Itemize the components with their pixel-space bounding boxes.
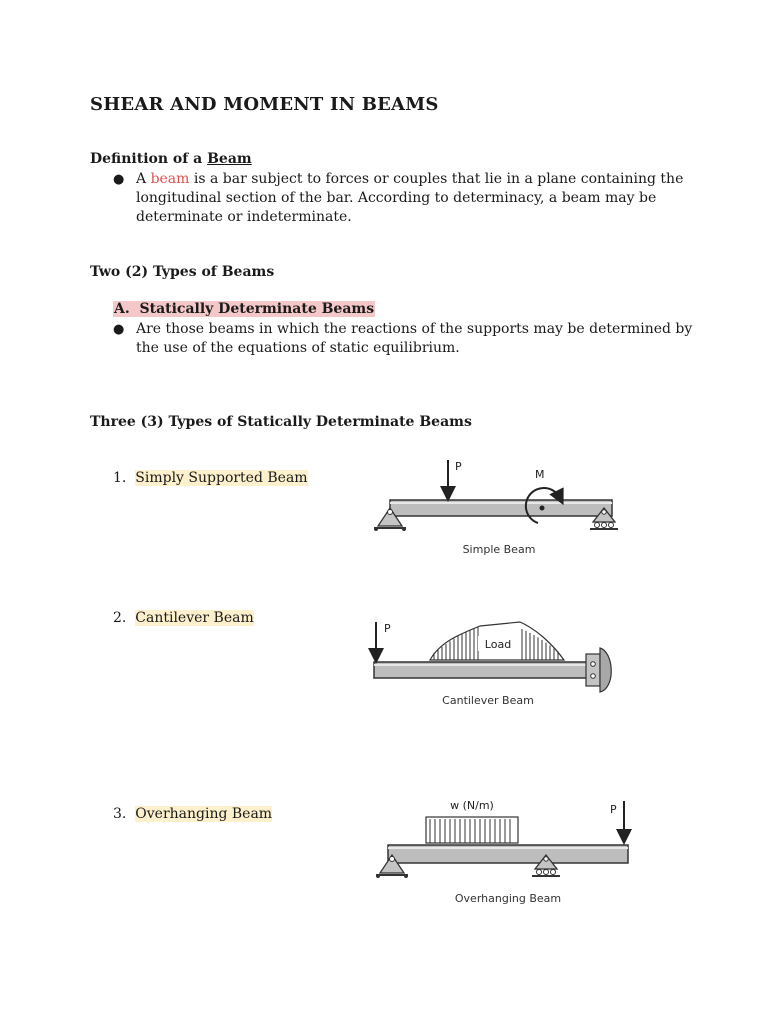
simple-beam-caption: Simple Beam [462, 543, 536, 556]
simple-beam-figure [360, 450, 630, 565]
statically-determinate-heading [113, 301, 375, 317]
item-label: Cantilever Beam [135, 610, 254, 626]
overhanging-beam-caption: Overhanging Beam [454, 892, 562, 905]
overhanging-beam-figure [360, 795, 635, 910]
page-title: SHEAR AND MOMENT IN BEAMS [90, 94, 439, 115]
definition-heading-term: Beam [207, 151, 252, 167]
load-label: Load [484, 638, 512, 651]
item-label: Simply Supported Beam [135, 470, 308, 486]
definition-line-2: longitudinal section of the bar. According to determinacy, a beam may be [136, 190, 657, 206]
section-label: Statically Determinate Beams [139, 301, 375, 317]
item-number: 1. [113, 470, 127, 486]
cantilever-beam-figure [360, 612, 630, 712]
item-label: Overhanging Beam [135, 806, 273, 822]
definition-text-a: A [136, 171, 151, 187]
three-types-heading: Three (3) Types of Statically Determinate Beams [90, 414, 472, 430]
m-label: M [535, 468, 545, 481]
item-simply-supported [113, 470, 308, 486]
p-label: P [455, 460, 462, 473]
fixed-support-icon [586, 648, 611, 692]
definition-heading-prefix: Definition of a [90, 151, 208, 167]
w-label: w (N/m) [450, 799, 494, 812]
section-marker: A. [114, 301, 130, 317]
item-number: 3. [113, 806, 127, 822]
statically-bullet: ● [113, 322, 125, 337]
p-label: P [384, 622, 391, 635]
beam-term: beam [150, 171, 190, 187]
cantilever-beam-caption: Cantilever Beam [442, 694, 534, 707]
definition-heading [90, 151, 252, 167]
item-number: 2. [113, 610, 127, 626]
definition-text-b: is a bar subject to forces or couples that lie in a plane containing the [189, 171, 684, 187]
statically-line-1: Are those beams in which the reactions of the supports may be determined by [136, 321, 693, 337]
types-heading: Two (2) Types of Beams [90, 264, 275, 280]
statically-line-2: the use of the equations of static equilibrium. [136, 340, 460, 356]
definition-line-1 [136, 170, 683, 189]
definition-bullet: ● [113, 172, 125, 187]
item-cantilever [113, 610, 254, 626]
item-overhanging [113, 806, 272, 822]
p-label: P [610, 803, 617, 816]
definition-line-3: determinate or indeterminate. [136, 209, 352, 225]
